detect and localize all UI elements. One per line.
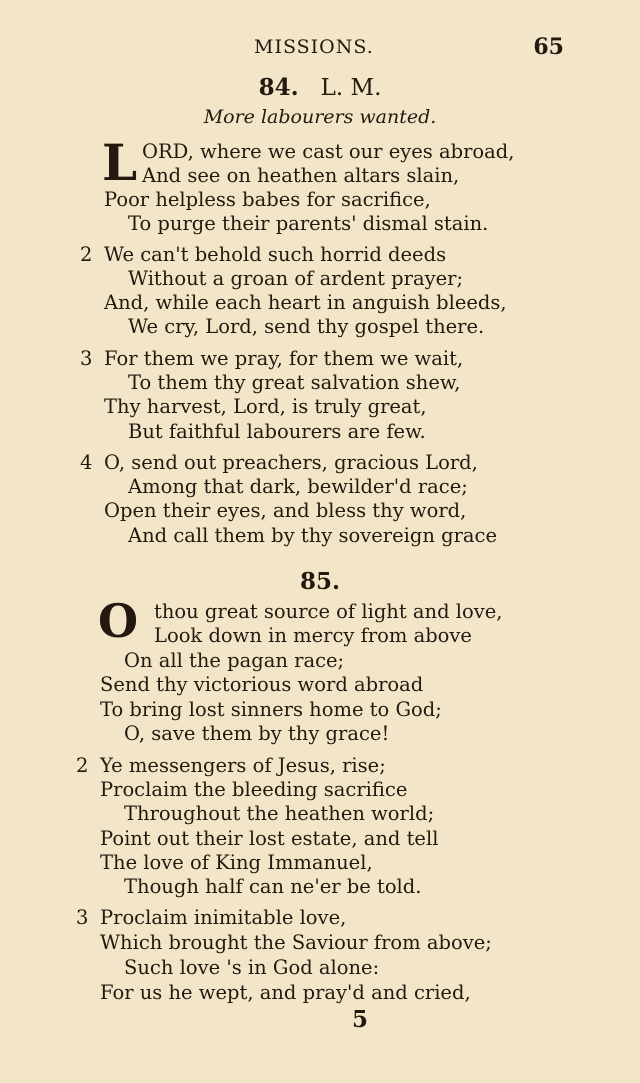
verse-line: Poor helpless babes for sacrifice, bbox=[104, 188, 431, 211]
verse-line: To them thy great salvation shew, bbox=[128, 371, 461, 394]
hymn-number: 84. bbox=[258, 74, 299, 101]
verse-line: Without a groan of ardent prayer; bbox=[128, 267, 464, 290]
verse-line: We can't behold such horrid deeds bbox=[104, 243, 447, 266]
verse-line: Look down in mercy from above bbox=[154, 624, 472, 647]
verse-line: And, while each heart in anguish bleeds, bbox=[104, 291, 507, 314]
hymn-meter: L. M. bbox=[320, 75, 382, 101]
verse-line: The love of King Immanuel, bbox=[100, 851, 373, 874]
verse-line: For us he wept, and pray'd and cried, bbox=[100, 981, 471, 1004]
verse-line: Which brought the Saviour from above; bbox=[100, 931, 492, 954]
verse-line: Point out their lost estate, and tell bbox=[100, 827, 439, 850]
stanza-number: 3 bbox=[80, 347, 93, 370]
drop-cap: L bbox=[102, 133, 138, 192]
verse-line: Among that dark, bewilder'd race; bbox=[128, 475, 468, 498]
verse-line: Such love 's in God alone: bbox=[124, 956, 380, 979]
hymn-85-heading bbox=[0, 568, 640, 595]
hymn-84-heading bbox=[0, 74, 640, 101]
verse-line: O, save them by thy grace! bbox=[124, 722, 390, 745]
verse-line: O, send out preachers, gracious Lord, bbox=[104, 451, 478, 474]
verse-line: And call them by thy sovereign grace bbox=[128, 524, 498, 547]
verse-line: thou great source of light and love, bbox=[154, 600, 503, 623]
stanza-number: 2 bbox=[80, 243, 93, 266]
verse-line: Open their eyes, and bless thy word, bbox=[104, 499, 467, 522]
hymn-number: 85. bbox=[299, 568, 340, 595]
verse-line: We cry, Lord, send thy gospel there. bbox=[128, 315, 485, 338]
verse-line: Though half can ne'er be told. bbox=[124, 875, 422, 898]
verse-line: For them we pray, for them we wait, bbox=[104, 347, 464, 370]
verse-line: To purge their parents' dismal stain. bbox=[128, 212, 489, 235]
verse-line: On all the pagan race; bbox=[124, 649, 345, 672]
running-title: MISSIONS. bbox=[254, 36, 374, 58]
verse-line: Throughout the heathen world; bbox=[124, 802, 435, 825]
verse-line: To bring lost sinners home to God; bbox=[100, 698, 442, 721]
verse-line: Proclaim the bleeding sacrifice bbox=[100, 778, 408, 801]
running-head bbox=[0, 36, 640, 60]
verse-line: Proclaim inimitable love, bbox=[100, 906, 347, 929]
page-number: 65 bbox=[533, 34, 564, 60]
drop-cap: O bbox=[98, 594, 139, 648]
verse-line: Send thy victorious word abroad bbox=[100, 673, 424, 696]
verse-line: ORD, where we cast our eyes abroad, bbox=[142, 140, 515, 163]
verse-line: Ye messengers of Jesus, rise; bbox=[100, 754, 386, 777]
signature-mark: 5 bbox=[352, 1006, 369, 1033]
stanza-number: 4 bbox=[80, 451, 93, 474]
verse-line: Thy harvest, Lord, is truly great, bbox=[104, 395, 427, 418]
verse-line: And see on heathen altars slain, bbox=[142, 164, 460, 187]
stanza-number: 2 bbox=[76, 754, 89, 777]
verse-line: But faithful labourers are few. bbox=[128, 420, 426, 443]
stanza-number: 3 bbox=[76, 906, 89, 929]
hymn-subtitle: More labourers wanted. bbox=[203, 106, 437, 128]
